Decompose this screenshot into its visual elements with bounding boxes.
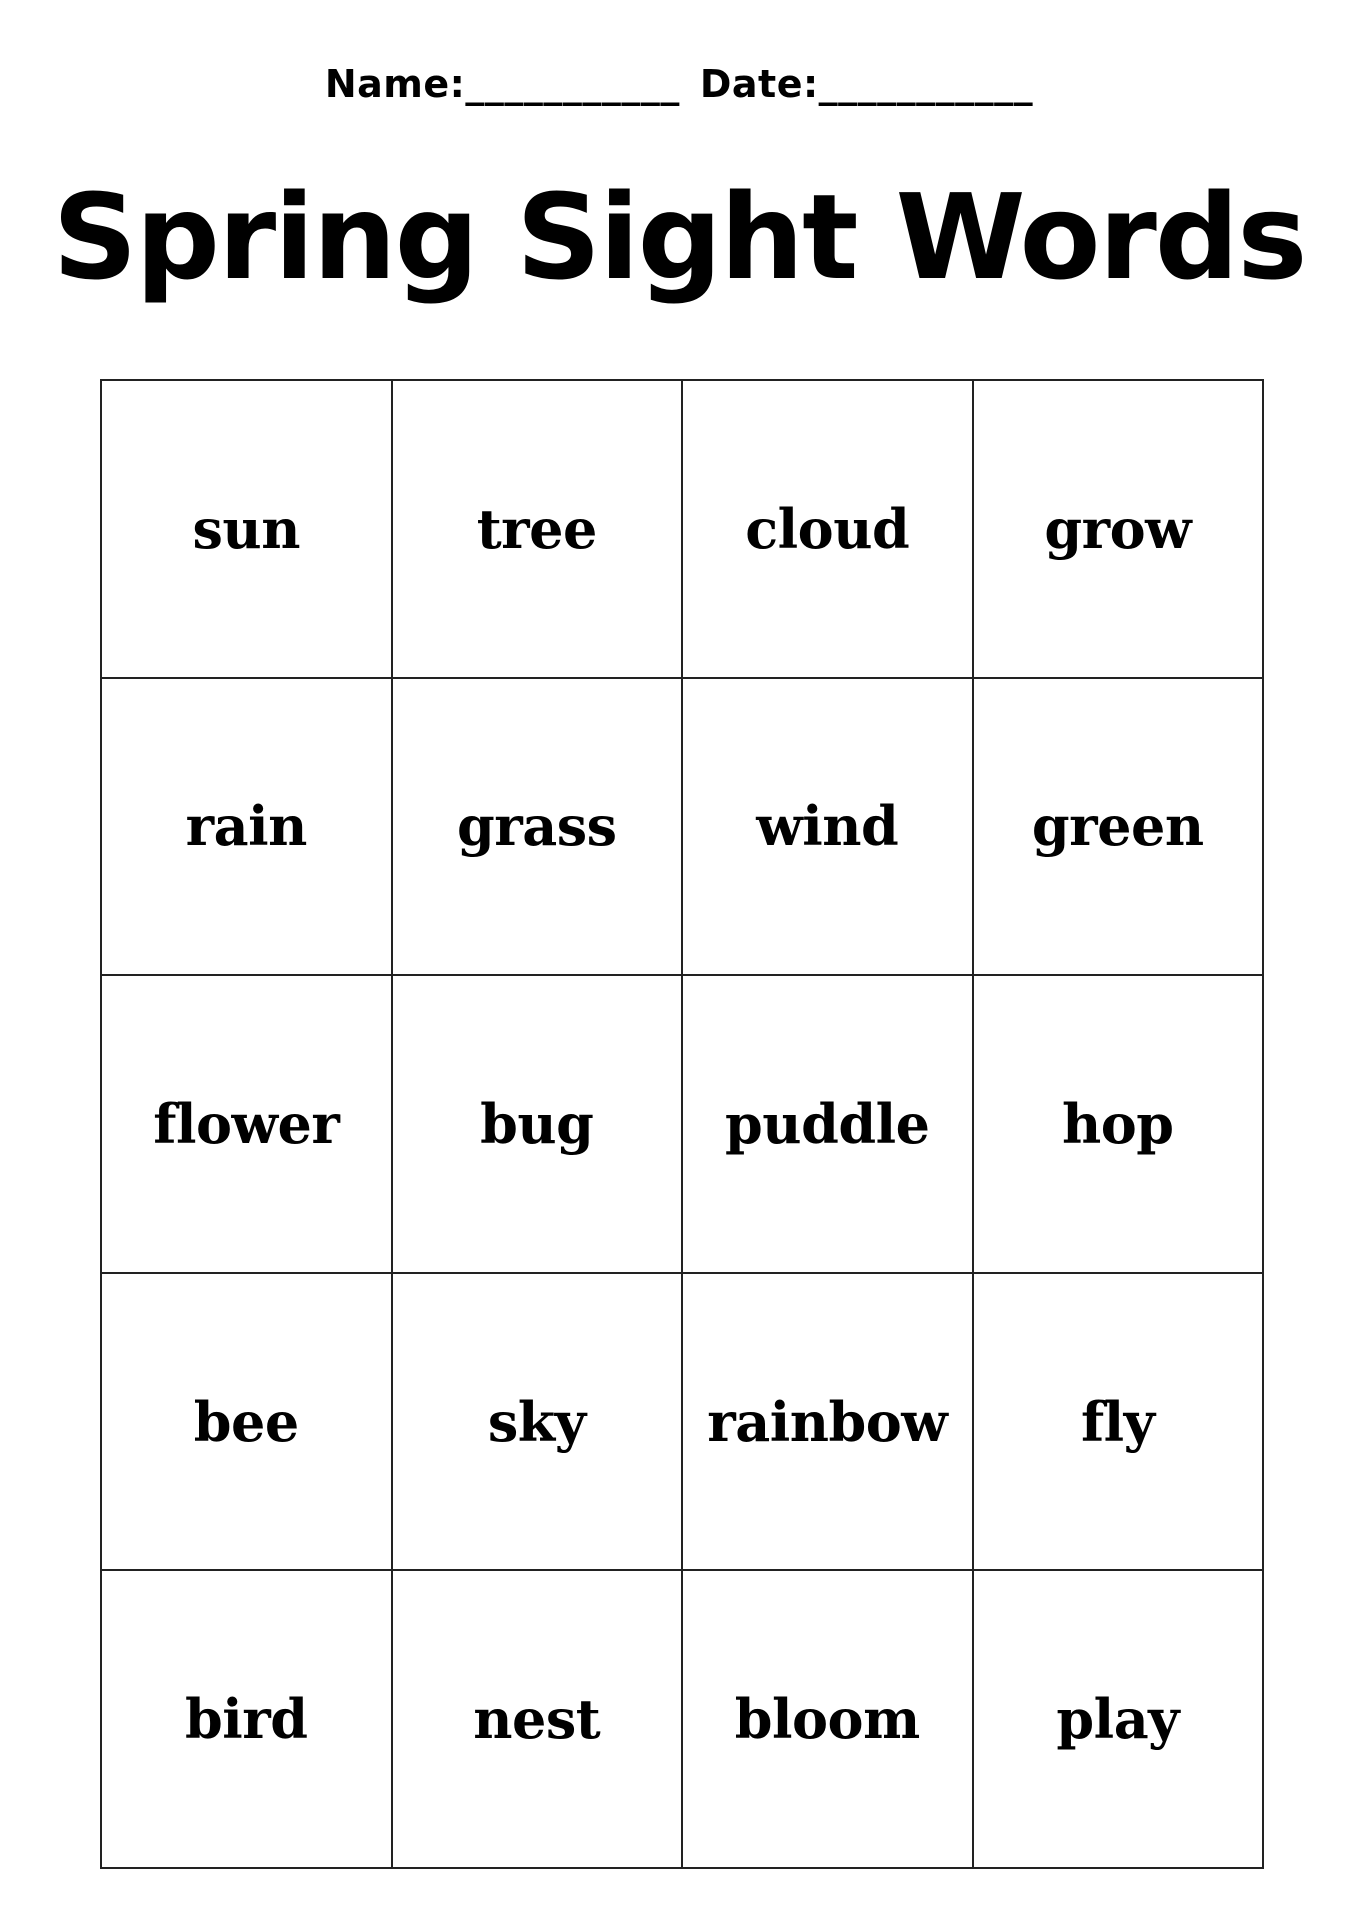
word-cell bbox=[393, 1571, 684, 1869]
sight-word: bird bbox=[185, 1687, 308, 1752]
word-cell bbox=[683, 1571, 974, 1869]
word-cell bbox=[974, 976, 1265, 1274]
word-cell bbox=[393, 679, 684, 977]
word-cell bbox=[102, 381, 393, 679]
sight-word: green bbox=[1031, 794, 1204, 859]
word-cell bbox=[393, 1274, 684, 1572]
name-label: Name: bbox=[324, 62, 466, 106]
word-cell bbox=[974, 679, 1265, 977]
page-title: Spring Sight Words bbox=[52, 168, 1306, 306]
sight-word: rainbow bbox=[707, 1389, 948, 1454]
word-cell bbox=[393, 381, 684, 679]
word-cell bbox=[683, 1274, 974, 1572]
sight-word: nest bbox=[473, 1687, 601, 1752]
sight-word: play bbox=[1056, 1687, 1180, 1752]
word-cell bbox=[683, 381, 974, 679]
word-cell bbox=[102, 1571, 393, 1869]
name-date-line bbox=[0, 62, 1358, 106]
word-cell bbox=[102, 1274, 393, 1572]
word-cell bbox=[974, 1274, 1265, 1572]
word-cell bbox=[974, 1571, 1265, 1869]
sight-word: tree bbox=[476, 496, 597, 561]
sight-word: sky bbox=[487, 1389, 586, 1454]
sight-word: grow bbox=[1044, 496, 1192, 561]
sight-word: cloud bbox=[745, 496, 910, 561]
sight-word: flower bbox=[153, 1091, 340, 1156]
sight-word: bloom bbox=[734, 1687, 920, 1752]
sight-word: fly bbox=[1080, 1389, 1155, 1454]
word-cell bbox=[683, 679, 974, 977]
date-blank[interactable]: ___________ bbox=[818, 62, 1034, 106]
sight-word: sun bbox=[192, 496, 300, 561]
word-grid bbox=[100, 379, 1264, 1869]
sight-word: puddle bbox=[725, 1091, 930, 1156]
sight-word: hop bbox=[1061, 1091, 1174, 1156]
sight-word: rain bbox=[185, 794, 307, 859]
name-blank[interactable]: ___________ bbox=[465, 62, 680, 106]
sight-word: bug bbox=[480, 1091, 594, 1156]
sight-word: bee bbox=[193, 1389, 299, 1454]
word-cell bbox=[393, 976, 684, 1274]
word-cell bbox=[102, 679, 393, 977]
word-cell bbox=[974, 381, 1265, 679]
word-cell bbox=[683, 976, 974, 1274]
date-label: Date: bbox=[699, 62, 819, 106]
sight-word: grass bbox=[457, 794, 617, 859]
word-cell bbox=[102, 976, 393, 1274]
sight-word: wind bbox=[756, 794, 899, 859]
